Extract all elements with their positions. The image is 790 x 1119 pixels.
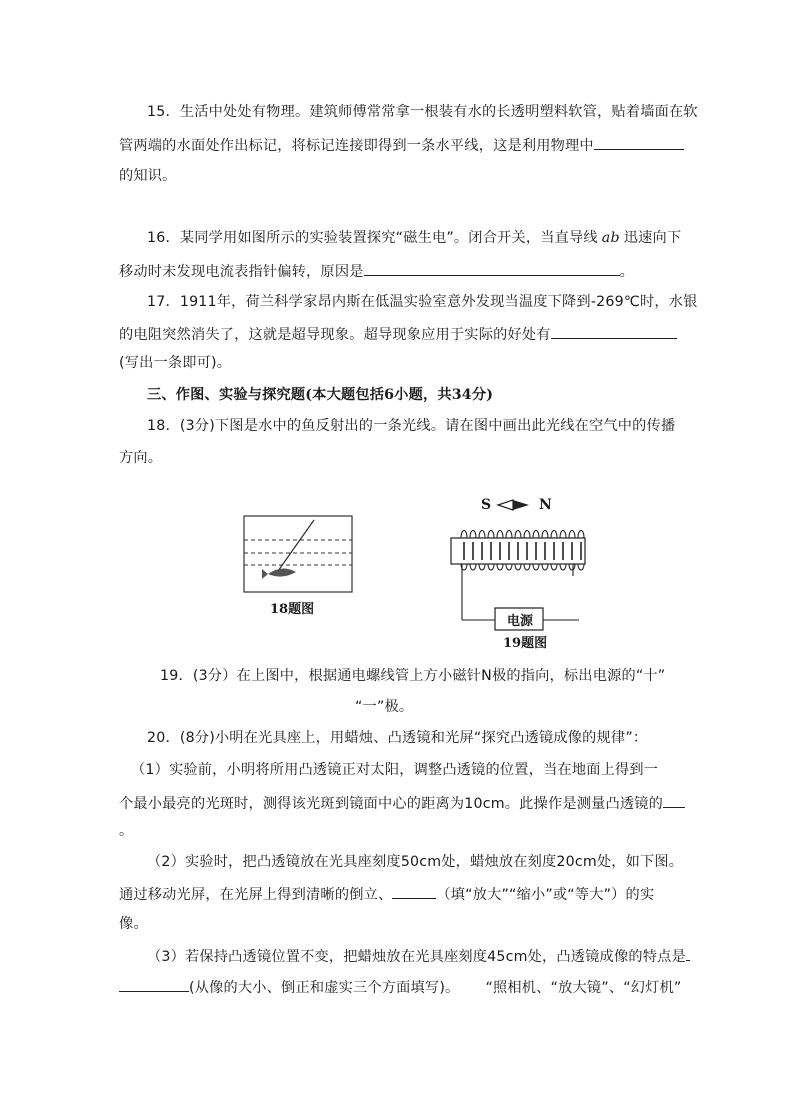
figure-18 — [238, 510, 358, 622]
q20-p1-line2-text: 个最小最亮的光斑时，测得该光斑到镜面中心的距离为10cm。此操作是测量凸透镜的 — [119, 796, 664, 812]
figure-19 — [445, 492, 595, 652]
q16-line1 — [147, 228, 681, 248]
coil-loop-top — [461, 531, 467, 539]
coil-loop-bottom — [560, 564, 566, 570]
coil-loop-bottom — [506, 564, 512, 570]
q20-p2-line2-text-a: 通过移动光屏，在光屏上得到清晰的倒立、 — [119, 887, 393, 903]
coil-loop-top — [542, 531, 548, 539]
q20-p2-answer-blank[interactable] — [392, 883, 436, 899]
q20-p2-line1: （2）实验时，把凸透镜放在光具座刻度50cm处，蜡烛放在刻度20cm处，如下图。 — [147, 854, 684, 870]
q20-p1-line3: 。 — [119, 823, 134, 839]
q16-answer-blank[interactable] — [364, 260, 620, 276]
coil-loop-bottom — [524, 564, 530, 570]
coil-loop-bottom — [488, 564, 494, 570]
coil-loop-top — [497, 531, 503, 539]
q20-p3-line2 — [119, 976, 681, 998]
power-source-label: 电源 — [507, 614, 534, 629]
coil-loop-top — [479, 531, 485, 539]
q16-line1-text-a: 16．某同学用如图所示的实验装置探究“磁生电”。闭合开关，当直导线 — [147, 230, 598, 246]
q16-line2 — [119, 260, 634, 282]
coil-loop-top — [569, 531, 575, 539]
q17-line3: (写出一条即可)。 — [119, 355, 232, 371]
q19-line2: “一”极。 — [355, 699, 414, 715]
coil-loop-top — [506, 531, 512, 539]
q20-p3-line2-text-a: (从像的大小、倒正和虚实三个方面填写)。 — [189, 980, 460, 996]
q20-p3-answer-blank[interactable] — [119, 976, 189, 992]
coil-loop-top — [551, 531, 557, 539]
coil-loop-top — [578, 531, 584, 539]
n-pole-label: N — [539, 497, 552, 513]
q15-line2 — [119, 134, 684, 156]
q19-line1: 19．(3分）在上图中，根据通电螺线管上方小磁针N极的指向，标出电源的“十” — [160, 668, 666, 684]
q20-intro: 20．(8分)小明在光具座上，用蜡烛、凸透镜和光屏“探究凸透镜成像的规律”： — [147, 730, 648, 746]
q16-line2-text-a: 移动时未发现电流表指针偏转，原因是 — [119, 264, 364, 280]
coil-loop-top — [470, 531, 476, 539]
coil-loop-top — [524, 531, 530, 539]
s-pole-label: S — [481, 497, 492, 513]
coil-loop-top — [488, 531, 494, 539]
q20-p1-answer-blank[interactable] — [663, 792, 685, 808]
figure-18-caption: 18题图 — [270, 602, 315, 617]
coil-loop-top — [515, 531, 521, 539]
coil-loop-bottom — [479, 564, 485, 570]
q20-p3-line2-text-b: “照相机、“放大镜”、“幻灯机” — [485, 980, 682, 996]
coil-loop-bottom — [470, 564, 476, 570]
q18-line1: 18．(3分)下图是水中的鱼反射出的一条光线。请在图中画出此光线在空气中的传播 — [147, 418, 676, 434]
q18-line2: 方向。 — [119, 450, 163, 466]
compass-needle-s — [498, 500, 513, 510]
coil-loop-bottom — [551, 564, 557, 570]
coil-loop-bottom — [515, 564, 521, 570]
water-container — [244, 516, 352, 592]
q15-line2-text: 管两端的水面处作出标记，将标记连接即得到一条水平线，这是利用物理中 — [119, 138, 594, 154]
q20-p2-line3: 像。 — [119, 916, 148, 932]
coil-loop-top — [533, 531, 539, 539]
coil-loop-top — [560, 531, 566, 539]
fish-tail — [262, 569, 268, 579]
compass-needle-n — [513, 500, 529, 510]
q20-p1-line1: （1）实验前，小明将所用凸透镜正对太阳，调整凸透镜的位置，当在地面上得到一 — [131, 762, 659, 778]
q17-line2 — [119, 323, 677, 345]
section3-heading: 三、作图、实验与探究题(本大题包括6小题，共34分) — [147, 387, 494, 403]
coil-loop-bottom — [533, 564, 539, 570]
figure-19-caption: 19题图 — [503, 636, 548, 651]
coil-loop-bottom — [578, 564, 584, 570]
fish-shape — [268, 568, 296, 576]
q15-line3: 的知识。 — [119, 168, 177, 184]
q20-p3-answer-blank-start[interactable] — [686, 945, 690, 961]
q20-p1-line2 — [119, 792, 685, 814]
q17-line1: 17．1911年，荷兰科学家昂内斯在低温实验室意外发现当温度下降到-269℃时，水银 — [147, 294, 698, 310]
q16-line2-text-b: 。 — [619, 264, 634, 280]
q20-p3-line1-text: （3）若保持凸透镜位置不变，把蜡烛放在光具座刻度45cm处，凸透镜成像的特点是 — [147, 949, 686, 965]
q15-answer-blank[interactable] — [594, 134, 684, 150]
light-ray — [278, 520, 314, 571]
q20-p2-line2-text-b: （填“放大”“缩小”或“等大”）的实 — [436, 887, 655, 903]
q20-p3-line1 — [147, 945, 690, 967]
coil-loop-bottom — [542, 564, 548, 570]
q17-line2-text: 的电阻突然消失了，这就是超导现象。超导现象应用于实际的好处有 — [119, 327, 551, 343]
q15-line1: 15．生活中处处有物理。建筑师傅常常拿一根装有水的长透明塑料软管，贴着墙面在软 — [147, 104, 698, 120]
q16-wire-label: ab — [601, 230, 620, 246]
q20-p2-line2 — [119, 883, 654, 905]
q17-answer-blank[interactable] — [551, 323, 677, 339]
coil-loop-bottom — [569, 564, 575, 570]
q16-line1-text-b: 迅速向下 — [623, 230, 682, 246]
coil-loop-bottom — [497, 564, 503, 570]
